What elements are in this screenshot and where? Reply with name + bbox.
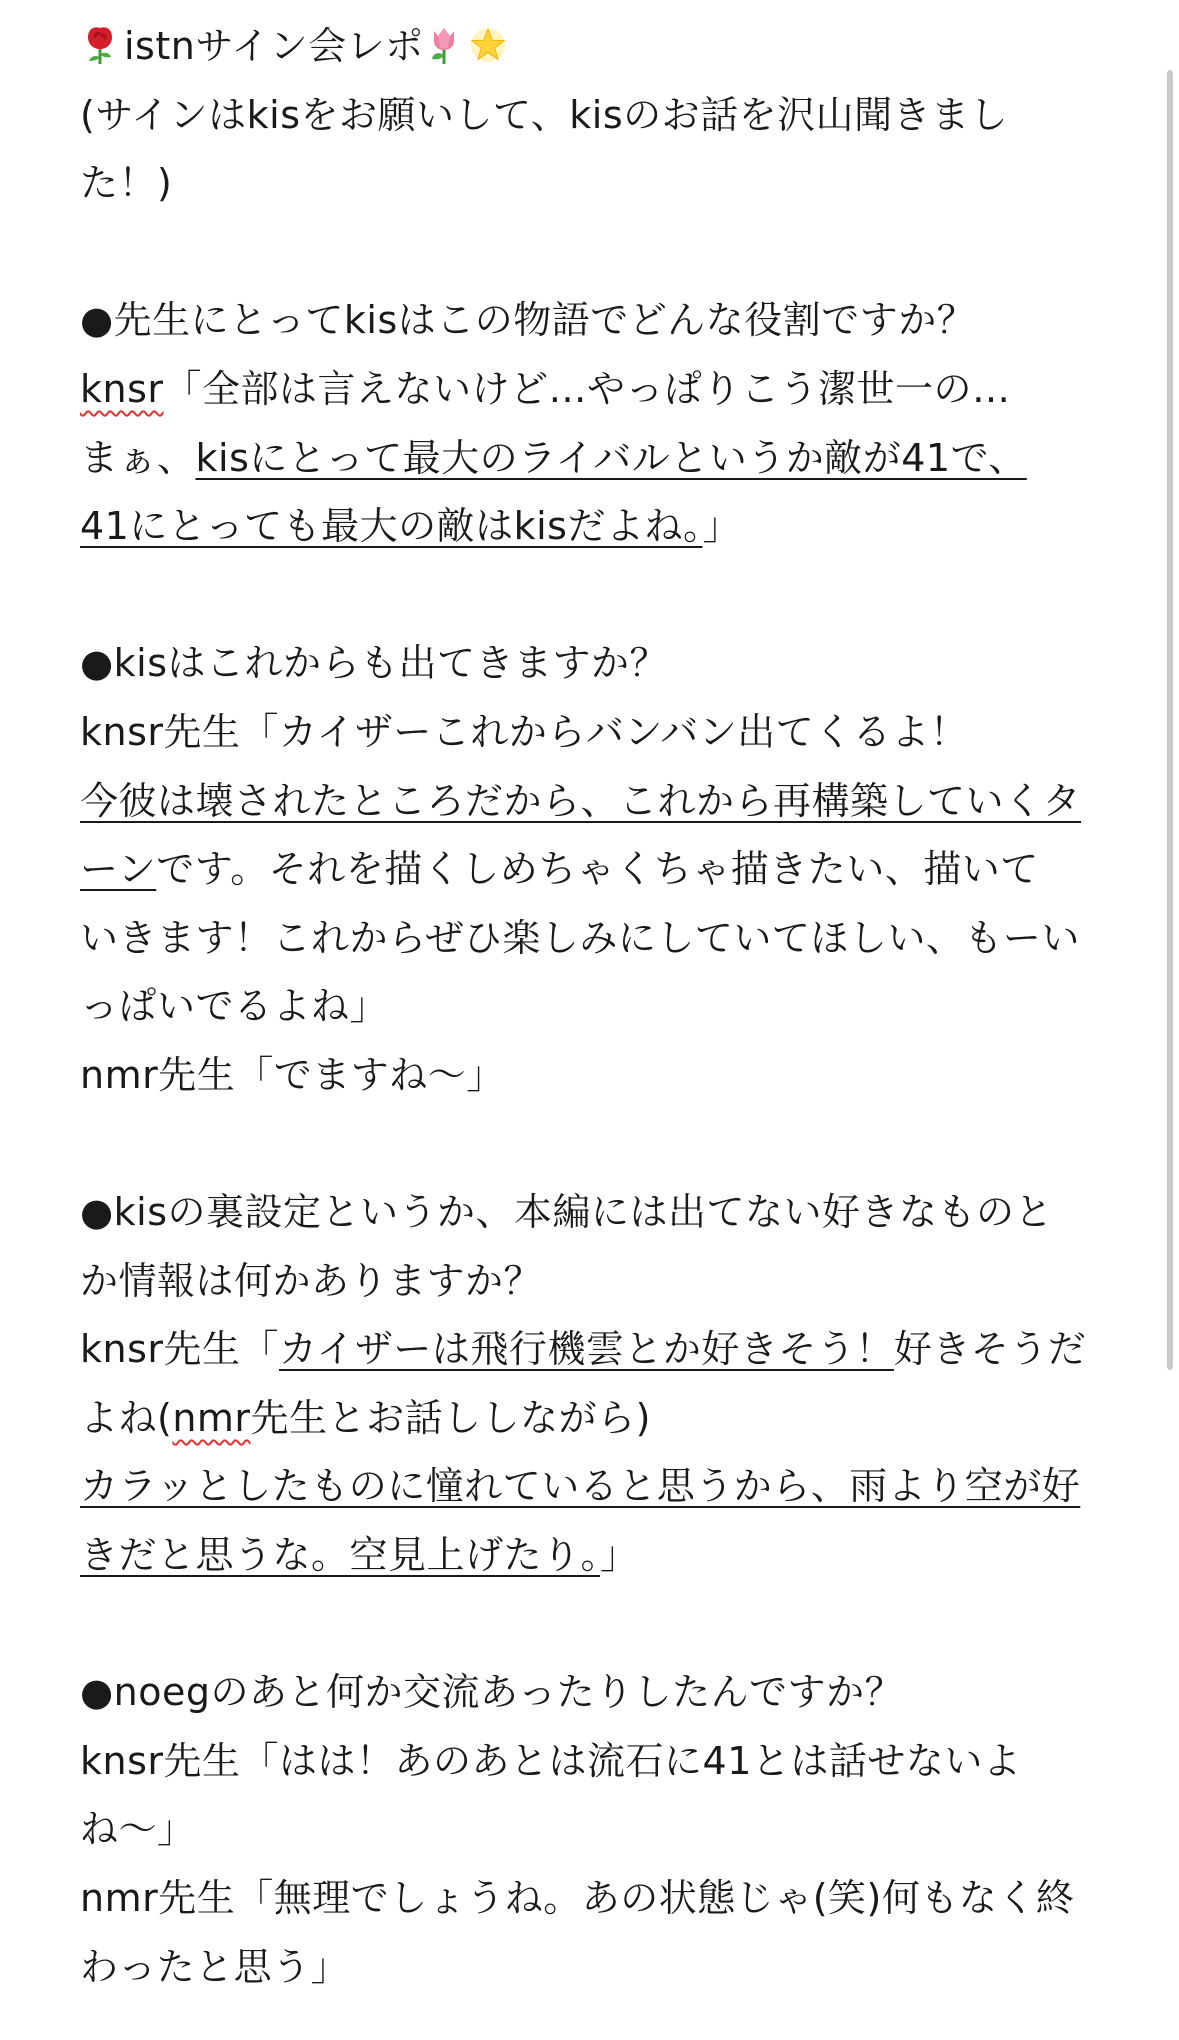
underlined-text: カイザーは飛行機雲とか好きそう！ bbox=[279, 1327, 894, 1372]
q1-answer-text: まぁ、 bbox=[80, 435, 196, 480]
underlined-text: kisにとって最大のライバルというか敵が41で、 bbox=[195, 435, 1027, 480]
intro-line-1: (サインはkisをお願いして、kisのお話を沢山聞きまし bbox=[80, 92, 1009, 137]
q3-question-line-1: ●kisの裏設定というか、本編には出てない好きなものと bbox=[80, 1190, 1054, 1235]
q3-answer-text: よね( bbox=[80, 1395, 173, 1440]
q4-answer-line-1: knsr先生「はは！あのあとは流石に41とは話せないよ bbox=[80, 1738, 1022, 1783]
underlined-text: ーン bbox=[80, 847, 157, 892]
blank-line bbox=[80, 1590, 1110, 1659]
q1-question: ●先生にとってkisはこの物語でどんな役割ですか？ bbox=[80, 298, 976, 343]
q2-answer-line-1: knsr先生「カイザーこれからバンバン出てくるよ！ bbox=[80, 709, 969, 754]
q3-answer-line-3 bbox=[80, 1452, 1110, 1521]
blank-line bbox=[80, 1110, 1110, 1179]
underlined-text: きだと思うな。空見上げたり。 bbox=[80, 1533, 601, 1578]
q3-answer-line-2 bbox=[80, 1384, 1110, 1453]
q1-answer-line-3 bbox=[80, 492, 1110, 561]
q4-reply-line-2: わったと思う」 bbox=[80, 1944, 350, 1989]
note-title: istnサイン会レポ bbox=[124, 24, 424, 68]
q2-answer-line-2 bbox=[80, 767, 1110, 836]
q1-answer-text: 」 bbox=[702, 504, 741, 549]
q2-reply-line: nmr先生「でますね〜」 bbox=[80, 1052, 505, 1097]
spellcheck-word: knsr bbox=[80, 366, 164, 411]
q2-answer-line-5: っぱいでるよね」 bbox=[80, 984, 389, 1029]
q4-answer-line-2: ね〜」 bbox=[80, 1807, 196, 1852]
note-title-line bbox=[80, 12, 1110, 81]
q3-question-line-2: か情報は何かありますか？ bbox=[80, 1258, 543, 1303]
note-body[interactable] bbox=[80, 12, 1110, 2001]
blank-line bbox=[80, 561, 1110, 630]
q2-answer-text: です。それを描くしめちゃくちゃ描きたい、描いて bbox=[156, 847, 1039, 892]
q2-answer-line-3 bbox=[80, 835, 1110, 904]
underlined-text: 今彼は壊されたところだから、これから再構築していくタ bbox=[80, 778, 1082, 823]
q2-question: ●kisはこれからも出てきますか？ bbox=[80, 641, 669, 686]
q4-reply-line-1: nmr先生「無理でしょうね。あの状態じゃ(笑)何もなく終 bbox=[80, 1876, 1075, 1921]
underlined-text: カラッとしたものに憧れていると思うから、雨より空が好 bbox=[80, 1464, 1081, 1509]
q3-answer-text: 」 bbox=[600, 1533, 639, 1578]
q4-question: ●noegのあと何か交流あったりしたんですか？ bbox=[80, 1670, 904, 1715]
spellcheck-word: nmr bbox=[172, 1395, 251, 1440]
underlined-text: 41にとっても最大の敵はkisだよね。 bbox=[80, 504, 703, 549]
q3-answer-line-1 bbox=[80, 1315, 1110, 1384]
rose-icon bbox=[80, 25, 120, 65]
q1-answer-text: 「全部は言えないけど…やっぱりこう潔世一の… bbox=[163, 366, 1011, 411]
blank-line bbox=[80, 218, 1110, 287]
q3-answer-line-4 bbox=[80, 1521, 1110, 1590]
q1-answer-line-1 bbox=[80, 355, 1110, 424]
scrollbar[interactable] bbox=[1167, 70, 1173, 1370]
q2-answer-line-4: いきます！これからぜひ楽しみにしていてほしい、もーい bbox=[80, 915, 1080, 960]
q3-answer-text: 好きそうだ bbox=[893, 1327, 1087, 1372]
intro-line-2: た！) bbox=[80, 161, 173, 206]
tulip-icon bbox=[424, 25, 464, 65]
q3-answer-text: 先生とお話ししながら) bbox=[250, 1395, 651, 1440]
glowing-star-icon bbox=[468, 25, 508, 65]
q1-answer-line-2 bbox=[80, 424, 1110, 493]
q3-answer-text: knsr先生「 bbox=[80, 1327, 280, 1372]
